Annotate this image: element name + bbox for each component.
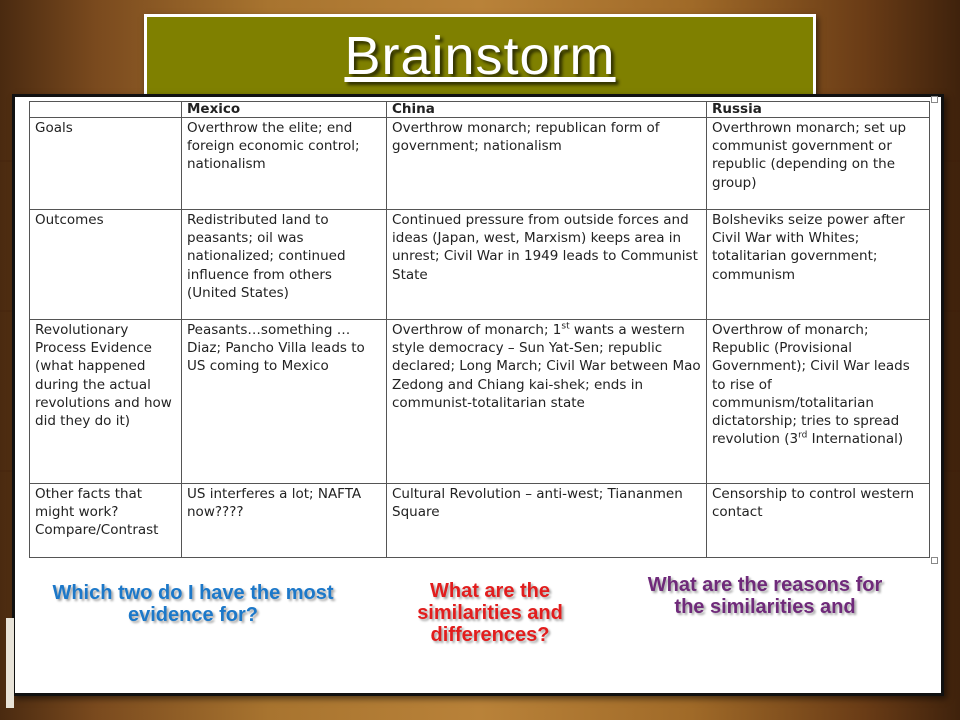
- table-row: [30, 118, 930, 210]
- question-reasons: What are the reasons for the similarities and: [647, 574, 883, 618]
- table-row: [30, 484, 930, 558]
- cell-china: Overthrow monarch; republican form of government; nationalism: [387, 118, 707, 210]
- row-label: Goals: [30, 118, 182, 210]
- cell-mexico: US interferes a lot; NAFTA now????: [182, 484, 387, 558]
- cell-text: International): [807, 431, 904, 448]
- table-row: [30, 320, 930, 484]
- cell-text: wants a western style democracy – Sun Yat-Sen; republic declared; Long March; Civil War between Mao Zedong and Chiang kai-shek; ends in communist-totalitarian state: [392, 322, 701, 411]
- cell-russia: Overthrown monarch; set up communist government or republic (depending on the group): [707, 118, 930, 210]
- cell-china: Continued pressure from outside forces and ideas (Japan, west, Marxism) keeps area in unrest; Civil War in 1949 leads to Communist State: [387, 210, 707, 320]
- cell-mexico: Peasants…something … Diaz; Pancho Villa leads to US coming to Mexico: [182, 320, 387, 484]
- cell-text: Overthrow of monarch; Republic (Provisional Government); Civil War leads to rise of communism/totalitarian dictatorship; tries to spread revolution (3: [712, 322, 910, 448]
- slide-title: Brainstorm: [344, 26, 616, 86]
- cell-russia: Bolsheviks seize power after Civil War with Whites; totalitarian government; communism: [707, 210, 930, 320]
- table-row: [30, 210, 930, 320]
- header-cell-empty: [30, 102, 182, 118]
- left-edge-strip: [6, 618, 14, 708]
- row-label: Outcomes: [30, 210, 182, 320]
- cell-mexico: Overthrow the elite; end foreign economic control; nationalism: [182, 118, 387, 210]
- cell-china: [387, 320, 707, 484]
- header-cell-mexico: Mexico: [182, 102, 387, 118]
- comparison-table: [29, 101, 930, 558]
- header-cell-china: China: [387, 102, 707, 118]
- question-similarities: What are the similarities and differences?: [417, 580, 563, 646]
- header-cell-russia: Russia: [707, 102, 930, 118]
- superscript: rd: [798, 430, 808, 441]
- resize-handle[interactable]: [931, 96, 938, 103]
- table-header-row: [30, 102, 930, 118]
- cell-china: Cultural Revolution – anti-west; Tiananmen Square: [387, 484, 707, 558]
- slide-title-box: [144, 14, 816, 98]
- resize-handle[interactable]: [931, 557, 938, 564]
- row-label: Other facts that might work? Compare/Contrast: [30, 484, 182, 558]
- question-evidence: Which two do I have the most evidence for?: [52, 582, 334, 626]
- row-label: Revolutionary Process Evidence (what happened during the actual revolutions and how did they do it): [30, 320, 182, 484]
- cell-russia: Censorship to control western contact: [707, 484, 930, 558]
- cell-russia: [707, 320, 930, 484]
- cell-mexico: Redistributed land to peasants; oil was nationalized; continued influence from others (United States): [182, 210, 387, 320]
- superscript: st: [561, 321, 570, 332]
- cell-text: Overthrow of monarch; 1: [392, 322, 562, 338]
